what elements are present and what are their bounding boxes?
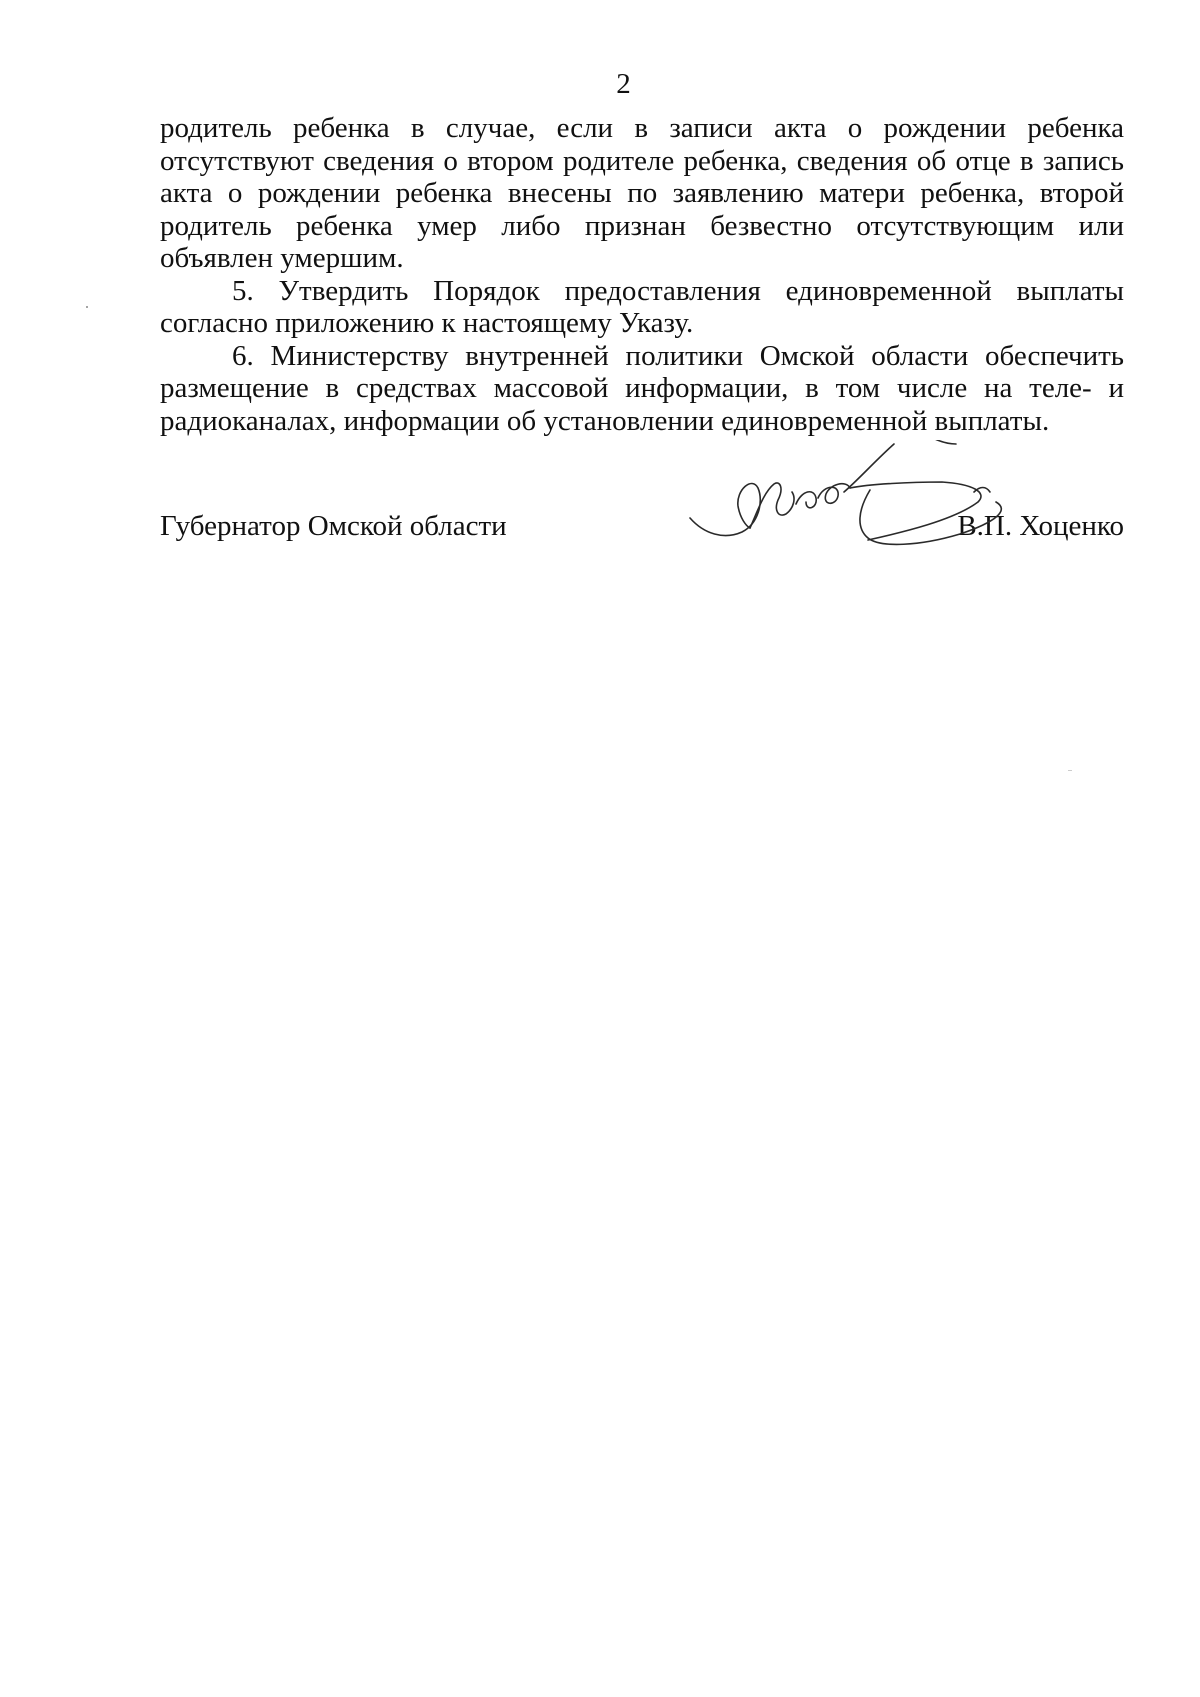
paragraph-item-5: 5. Утвердить Порядок предоставления единовременной выплаты согласно приложению к настоящему Указу.: [160, 274, 1124, 339]
signer-name: В.П. Хоценко: [957, 510, 1124, 542]
scan-mark: [1068, 770, 1072, 771]
signature-block: [160, 506, 1124, 546]
page-number: 2: [616, 68, 631, 100]
signature-stroke-cross: [920, 440, 956, 444]
signature-stroke-hook: [974, 488, 990, 493]
scan-speck: [86, 306, 88, 308]
paragraph-continuation: родитель ребенка в случае, если в записи акта о рождении ребенка отсутствуют сведения о втором родителе ребенка, сведения об отце в запись акта о рождении ребенка внесены по заявлению матери ребенка, второй родитель ребенка умер либо признан безвестно отсутствующим или объявлен умершим.: [160, 112, 1124, 274]
signature-stroke-letters: [796, 484, 850, 508]
signature-stroke-rise: [844, 444, 894, 492]
document-body: [160, 112, 1124, 437]
signer-title: Губернатор Омской области: [160, 510, 507, 542]
paragraph-item-6: 6. Министерству внутренней политики Омской области обеспечить размещение в средствах массовой информации, в том числе на теле- и радиоканалах, информации об установлении единовременной выплаты.: [160, 339, 1124, 437]
